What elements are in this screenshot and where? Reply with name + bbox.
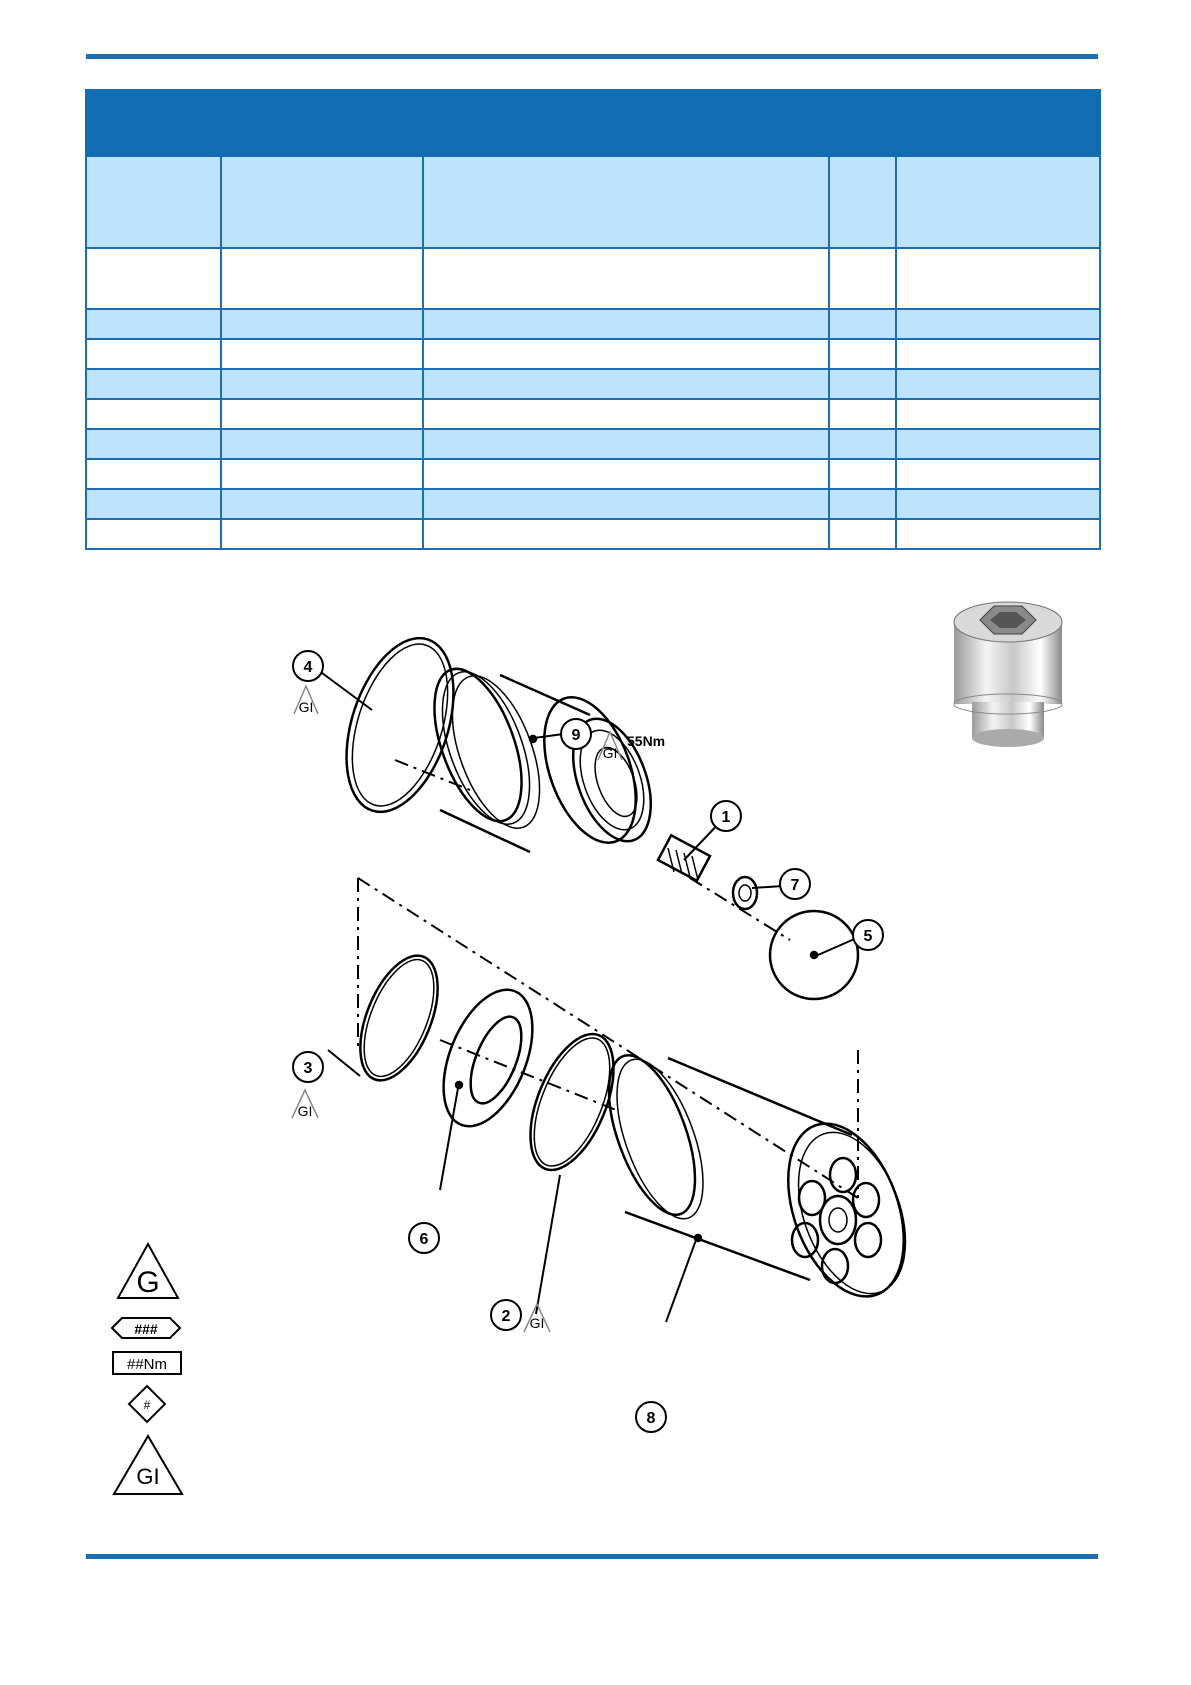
table-subheader-row	[86, 248, 1100, 309]
table-cell	[896, 339, 1100, 369]
table-cell	[896, 429, 1100, 459]
callout-3	[293, 1052, 323, 1082]
svg-text:6: 6	[419, 1231, 429, 1248]
top-rule	[86, 54, 1098, 59]
table-cell	[423, 339, 829, 369]
svg-text:GI: GI	[529, 1315, 545, 1331]
table-cell	[896, 399, 1100, 429]
table-row	[86, 399, 1100, 429]
table-cell	[423, 459, 829, 489]
callout-1	[711, 801, 741, 831]
table-cell	[221, 489, 423, 519]
table-row	[86, 489, 1100, 519]
gi-marker-4	[294, 686, 318, 715]
table-cell	[829, 429, 896, 459]
callout-8	[636, 1402, 666, 1432]
table-cell	[221, 339, 423, 369]
nut-part-7	[733, 877, 757, 909]
header-cell	[86, 156, 221, 248]
table-cell	[896, 519, 1100, 549]
svg-text:G: G	[136, 1266, 160, 1299]
table-cell	[86, 459, 221, 489]
table-cell	[221, 399, 423, 429]
subheader-cell	[423, 248, 829, 309]
subheader-cell	[221, 248, 423, 309]
svg-text:##Nm: ##Nm	[126, 1356, 168, 1373]
table-row	[86, 519, 1100, 549]
o-ring-3	[345, 945, 454, 1091]
table-cell	[423, 309, 829, 339]
table-cell	[829, 519, 896, 549]
table-cell	[423, 519, 829, 549]
callout-5	[853, 920, 883, 950]
table-cell	[829, 309, 896, 339]
table-cell	[86, 369, 221, 399]
table-cell	[896, 459, 1100, 489]
table-cell	[829, 339, 896, 369]
diamond-symbol-icon	[129, 1386, 165, 1422]
table-cell	[423, 489, 829, 519]
callout-6	[409, 1223, 439, 1253]
header-cell	[221, 156, 423, 248]
svg-text:9: 9	[571, 727, 581, 744]
table-cell	[86, 429, 221, 459]
leader-lines	[318, 670, 868, 1322]
table-cell	[221, 309, 423, 339]
body-part-8	[591, 1044, 926, 1312]
table-cell	[221, 369, 423, 399]
table-cell	[423, 369, 829, 399]
table-cell	[423, 429, 829, 459]
table-cell	[86, 519, 221, 549]
table-cell	[86, 489, 221, 519]
subheader-cell	[86, 248, 221, 309]
gi-marker-3	[292, 1090, 318, 1119]
svg-text:7: 7	[790, 877, 800, 894]
svg-text:GI: GI	[136, 1464, 160, 1489]
svg-text:55Nm: 55Nm	[627, 733, 666, 749]
table-cell	[829, 459, 896, 489]
table-cell	[896, 369, 1100, 399]
table-header-row	[86, 156, 1100, 248]
table-cell	[221, 459, 423, 489]
table-cell	[896, 489, 1100, 519]
subheader-cell	[896, 248, 1100, 309]
table-cell	[829, 489, 896, 519]
svg-text:8: 8	[646, 1410, 656, 1427]
table-row	[86, 339, 1100, 369]
g-symbol-icon	[118, 1244, 178, 1299]
table-title	[86, 90, 1100, 156]
table-cell	[829, 399, 896, 429]
svg-text:5: 5	[863, 928, 873, 945]
svg-text:GI: GI	[298, 699, 314, 715]
svg-text:4: 4	[303, 659, 313, 676]
svg-text:#: #	[143, 1398, 151, 1412]
torque-symbol-icon	[113, 1352, 181, 1374]
header-cell	[896, 156, 1100, 248]
socket-image	[950, 598, 1066, 750]
callout-4	[293, 651, 323, 681]
table-cell	[86, 399, 221, 429]
table-cell	[829, 369, 896, 399]
svg-text:1: 1	[721, 809, 731, 826]
table-row	[86, 429, 1100, 459]
callout-7	[780, 869, 810, 899]
symbol-legend	[110, 1240, 220, 1500]
table-title-row	[86, 90, 1100, 156]
subheader-cell	[829, 248, 896, 309]
o-ring-4	[327, 625, 474, 826]
table-row	[86, 459, 1100, 489]
table-cell	[221, 519, 423, 549]
svg-text:3: 3	[303, 1060, 313, 1077]
table-row	[86, 309, 1100, 339]
table-cell	[86, 339, 221, 369]
svg-text:GI: GI	[602, 745, 618, 761]
svg-text:GI: GI	[297, 1103, 313, 1119]
parts-table	[85, 89, 1101, 550]
table-cell	[896, 309, 1100, 339]
table-cell	[86, 309, 221, 339]
callout-9	[561, 719, 591, 749]
torque-label-9	[627, 733, 665, 749]
header-cell	[829, 156, 896, 248]
table-cell	[221, 429, 423, 459]
svg-text:###: ###	[134, 1321, 158, 1337]
table-row	[86, 369, 1100, 399]
hex-symbol-icon	[112, 1318, 180, 1338]
header-cell	[423, 156, 829, 248]
gi-symbol-icon	[114, 1436, 182, 1494]
table-cell	[423, 399, 829, 429]
svg-text:2: 2	[501, 1308, 511, 1325]
bottom-rule	[86, 1554, 1098, 1559]
callout-2	[491, 1300, 521, 1330]
